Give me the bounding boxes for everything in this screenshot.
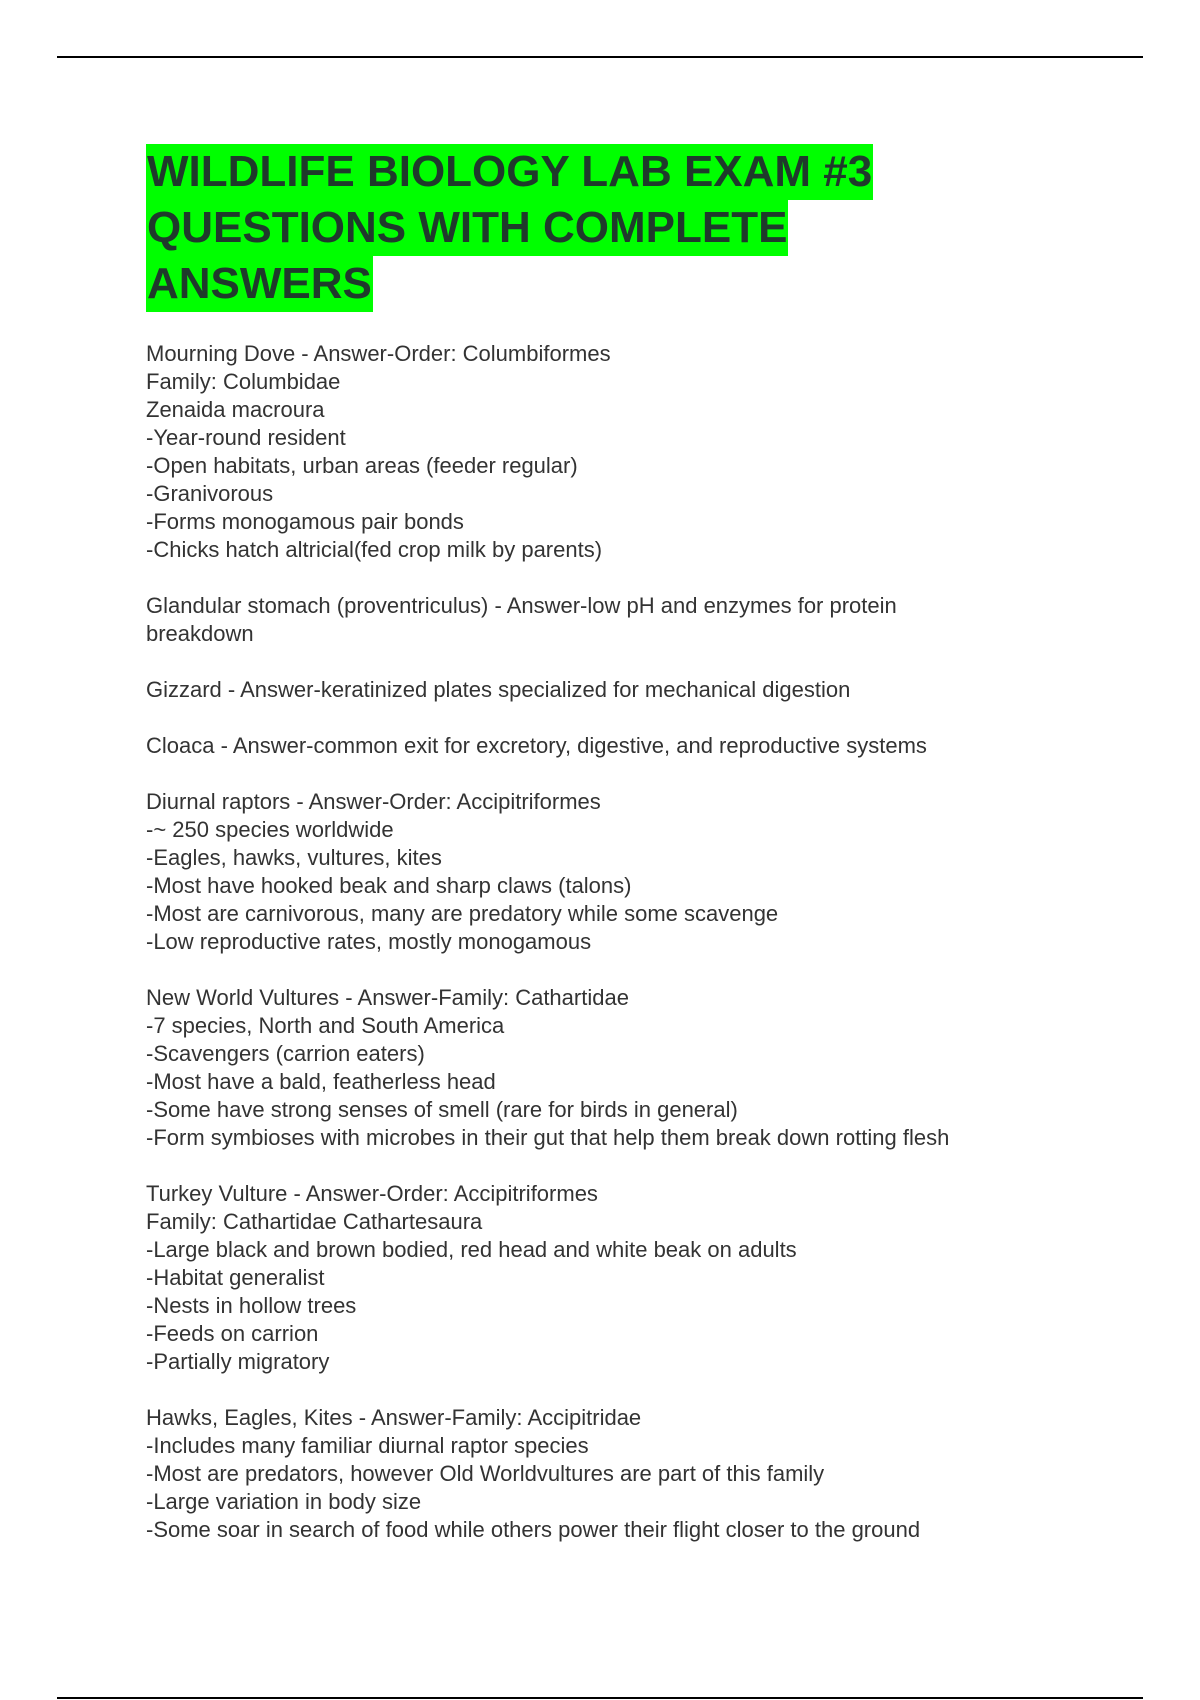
document-title	[146, 144, 1046, 312]
qa-entry-cloaca: Cloaca - Answer-common exit for excretory, digestive, and reproductive systems	[146, 733, 927, 758]
qa-entry-mourning-dove: Mourning Dove - Answer-Order: Columbiformes Family: Columbidae Zenaida macroura -Year-round resident -Open habitats, urban areas (feeder regular) -Granivorous -Forms monogamous pair bonds -Chicks hatch altricial(fed crop milk by parents)	[146, 341, 611, 562]
title-line: WILDLIFE BIOLOGY LAB EXAM #3	[146, 144, 873, 200]
qa-entry-glandular-stomach: Glandular stomach (proventriculus) - Answer-low pH and enzymes for protein breakdown	[146, 593, 897, 646]
qa-entry-new-world-vultures: New World Vultures - Answer-Family: Cathartidae -7 species, North and South America -Scavengers (carrion eaters) -Most have a bald, featherless head -Some have strong senses of smell (rare for birds in general) -Form symbioses with microbes in their gut that help them break down rotting flesh	[146, 985, 950, 1150]
qa-entry-diurnal-raptors: Diurnal raptors - Answer-Order: Accipitriformes -~ 250 species worldwide -Eagles, hawks, vultures, kites -Most have hooked beak and sharp claws (talons) -Most are carnivorous, many are predatory while some scavenge -Low reproductive rates, mostly monogamous	[146, 789, 779, 954]
title-line: QUESTIONS WITH COMPLETE	[146, 200, 788, 256]
footer-rule	[57, 1697, 1143, 1699]
qa-entry-turkey-vulture: Turkey Vulture - Answer-Order: Accipitriformes Family: Cathartidae Cathartesaura -Large black and brown bodied, red head and white beak on adults -Habitat generalist -Nests in hollow trees -Feeds on carrion -Partially migratory	[146, 1181, 797, 1374]
qa-entry-gizzard: Gizzard - Answer-keratinized plates specialized for mechanical digestion	[146, 677, 851, 702]
document-body	[146, 144, 1046, 1572]
qa-entry-hawks-eagles-kites: Hawks, Eagles, Kites - Answer-Family: Accipitridae -Includes many familiar diurnal raptor species -Most are predators, however Old Worldvultures are part of this family -Large variation in body size -Some soar in search of food while others power their flight closer to the ground	[146, 1405, 921, 1542]
header-rule	[57, 56, 1143, 58]
title-line: ANSWERS	[146, 256, 373, 312]
